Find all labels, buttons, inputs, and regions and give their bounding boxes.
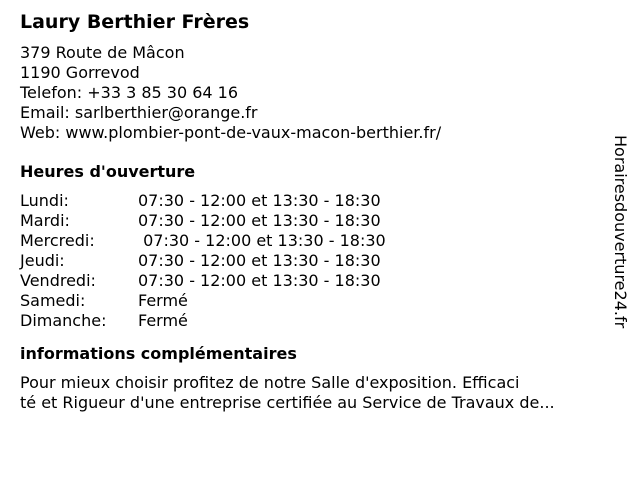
- hours-day-label: Samedi:: [20, 291, 86, 310]
- address-line-2: 1190 Gorrevod: [20, 63, 140, 82]
- hours-time-value: 07:30 - 12:00 et 13:30 - 18:30: [138, 231, 386, 250]
- hours-day-label: Mercredi:: [20, 231, 95, 250]
- hours-day-label: Jeudi:: [20, 251, 65, 270]
- address-line-1: 379 Route de Mâcon: [20, 43, 185, 62]
- hours-day-label: Vendredi:: [20, 271, 96, 290]
- business-info-card: [20, 10, 600, 413]
- hours-row-monday: [20, 191, 600, 211]
- additional-info-heading: informations complémentaires: [20, 344, 297, 363]
- hours-time-value: Fermé: [138, 291, 188, 310]
- additional-info-line-2: té et Rigueur d'une entreprise certifiée au Service de Travaux de...: [20, 393, 555, 412]
- hours-row-saturday: [20, 291, 600, 311]
- hours-time-value: 07:30 - 12:00 et 13:30 - 18:30: [138, 191, 381, 210]
- opening-hours-table: [20, 191, 600, 331]
- hours-row-wednesday: [20, 231, 600, 251]
- hours-row-tuesday: [20, 211, 600, 231]
- site-watermark: Horairesdouverture24.fr: [611, 135, 630, 329]
- opening-hours-heading: Heures d'ouverture: [20, 162, 196, 181]
- hours-day-label: Lundi:: [20, 191, 69, 210]
- hours-row-sunday: [20, 311, 600, 331]
- web-line: Web: www.plombier-pont-de-vaux-macon-berthier.fr/: [20, 123, 442, 142]
- hours-day-label: Dimanche:: [20, 311, 107, 330]
- phone-line: Telefon: +33 3 85 30 64 16: [20, 83, 239, 102]
- hours-time-value: 07:30 - 12:00 et 13:30 - 18:30: [138, 211, 381, 230]
- hours-row-thursday: [20, 251, 600, 271]
- hours-time-value: Fermé: [138, 311, 188, 330]
- additional-info-line-1: Pour mieux choisir profitez de notre Salle d'exposition. Efficaci: [20, 373, 520, 392]
- email-line: Email: sarlberthier@orange.fr: [20, 103, 258, 122]
- contact-block: [20, 43, 600, 143]
- hours-row-friday: [20, 271, 600, 291]
- hours-time-value: 07:30 - 12:00 et 13:30 - 18:30: [138, 271, 381, 290]
- hours-day-label: Mardi:: [20, 211, 70, 230]
- hours-time-value: 07:30 - 12:00 et 13:30 - 18:30: [138, 251, 381, 270]
- additional-info-text: [20, 373, 600, 413]
- business-name: Laury Berthier Frères: [20, 11, 250, 33]
